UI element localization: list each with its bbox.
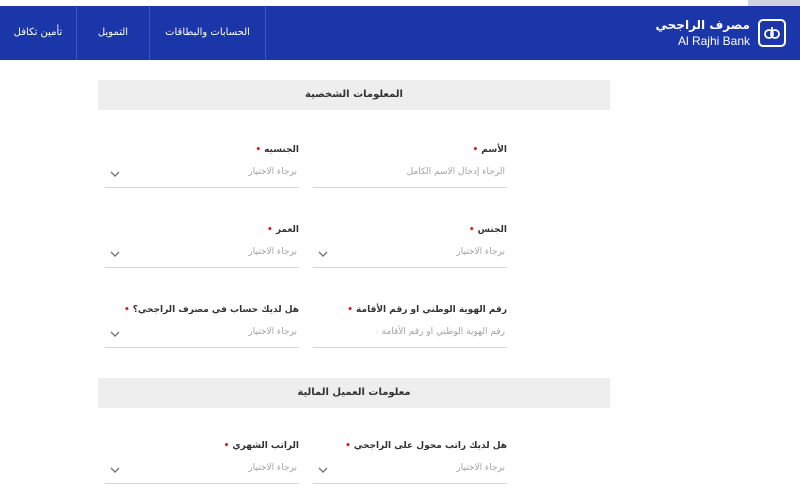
nationality-label: الجنسيه• [255,145,299,155]
site-header [0,6,800,60]
salary-transfer-label: هل لديك راتب محول على الراجحي• [345,441,507,451]
national-id-field [313,305,507,365]
nav-item-takaful[interactable]: تأمين تكافل [13,27,63,38]
age-value: برجاء الاختيار [248,247,297,257]
logo-english-name: Al Rajhi Bank [677,34,750,48]
name-placeholder: الرجاء إدخال الاسم الكامل [406,167,505,177]
age-field [105,225,299,285]
nav-divider [265,6,266,60]
gender-label: الجنس• [468,225,507,235]
chevron-down-icon [109,249,121,259]
has-account-label: هل لديك حساب في مصرف الراجحي؟• [123,305,299,315]
name-field [313,145,507,205]
national-id-input[interactable] [313,323,507,348]
chevron-down-icon [317,465,329,475]
gender-value: برجاء الاختيار [456,247,505,257]
salary-transfer-value: برجاء الاختيار [456,463,505,473]
required-marker: • [347,305,354,315]
gender-select[interactable] [313,243,507,268]
required-marker: • [345,441,351,451]
required-marker: • [255,145,262,155]
monthly-salary-label: الراتب الشهري• [223,441,299,451]
required-marker: • [472,145,479,155]
bank-emblem-icon [758,19,786,47]
required-marker: • [223,441,230,451]
nationality-field [105,145,299,205]
chevron-down-icon [109,465,121,475]
required-marker: • [468,225,475,235]
has-account-field [105,305,299,365]
has-account-select[interactable] [105,323,299,348]
bank-logo[interactable] [656,14,786,52]
required-marker: • [123,305,130,315]
logo-text [656,17,750,49]
monthly-salary-value: برجاء الاختيار [248,463,297,473]
required-marker: • [267,225,273,235]
gender-field [313,225,507,285]
logo-arabic-name: مصرف الراجحي [655,18,750,32]
has-account-value: برجاء الاختيار [248,327,297,337]
chevron-down-icon [317,249,329,259]
salary-transfer-select[interactable] [313,459,507,484]
name-input[interactable] [313,163,507,188]
age-label: العمر• [267,225,299,235]
chevron-down-icon [109,169,121,179]
national-id-placeholder: رقم الهوية الوطني او رقم الأقامة [381,327,505,337]
monthly-salary-select[interactable] [105,459,299,484]
nav-item-accounts-cards[interactable]: الحسابات والبطاقات [165,27,250,38]
age-select[interactable] [105,243,299,268]
monthly-salary-field [105,441,299,501]
nationality-value: برجاء الاختيار [248,167,297,177]
nationality-select[interactable] [105,163,299,188]
national-id-label: رقم الهوية الوطني او رقم الأقامة• [347,305,507,315]
chevron-down-icon [109,329,121,339]
name-label: الأسم• [472,145,507,155]
salary-transfer-field [313,441,507,501]
section-personal-info: المعلومات الشخصية [98,80,610,110]
nav-item-financing[interactable]: التمويل [97,27,129,38]
section-financial-info: معلومات العميل المالية [98,378,610,408]
